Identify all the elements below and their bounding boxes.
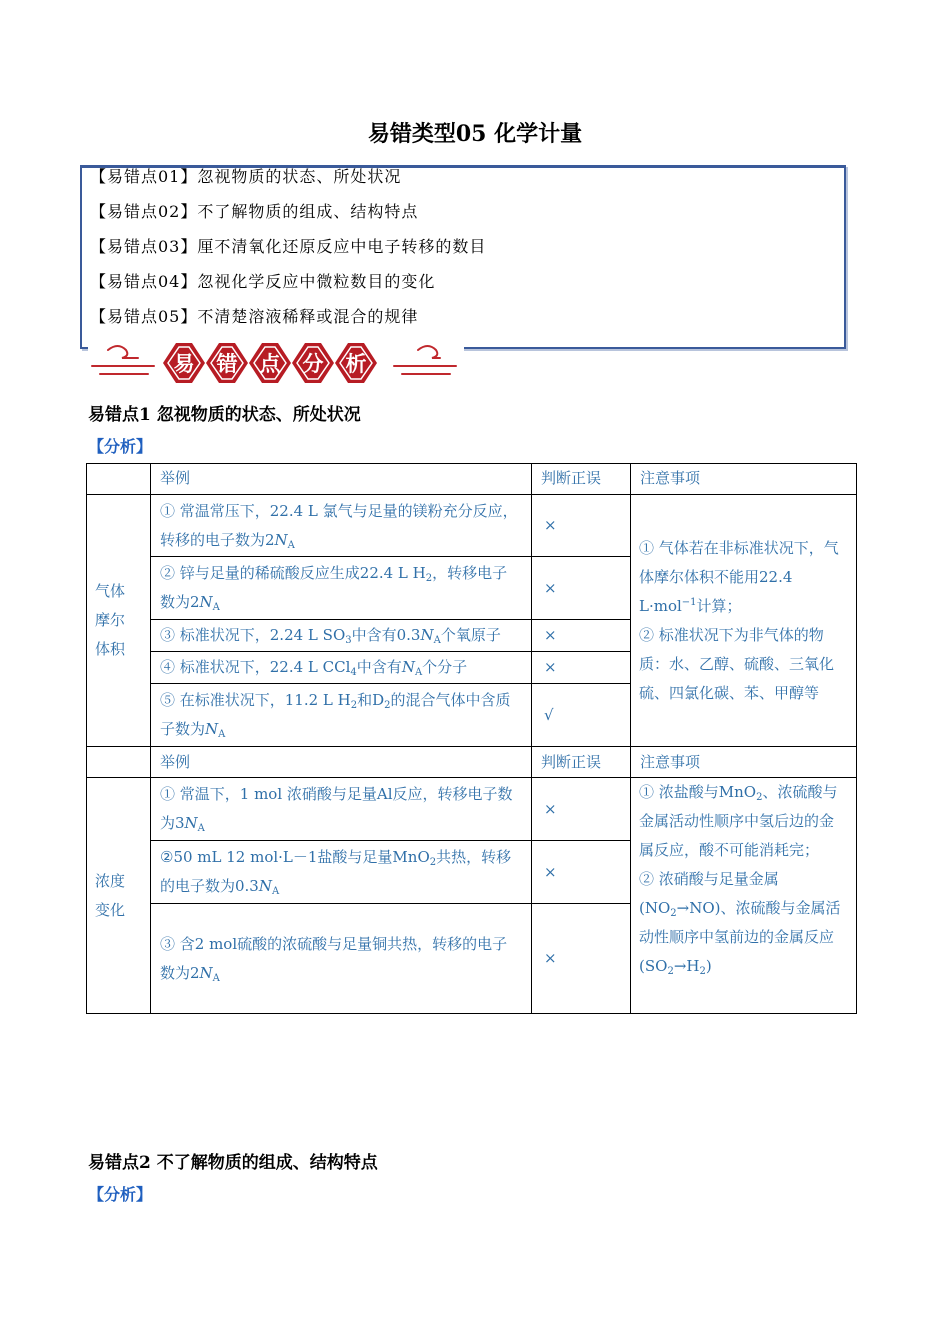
table-cell [87, 747, 151, 778]
judge-cell: × [532, 841, 631, 904]
judge-cell: × [532, 904, 631, 1014]
header-note: 注意事项 [631, 747, 857, 778]
toc-item: 【易错点04】忽视化学反应中微粒数目的变化 [90, 272, 436, 291]
header-note: 注意事项 [631, 464, 857, 495]
section-heading: 易错点2 不了解物质的组成、结构特点 [88, 1153, 378, 1173]
example-cell: ③ 含2 mol硫酸的浓硫酸与足量铜共热，转移的电子数为$2N_A$ [151, 904, 532, 1014]
banner-char: 错 [216, 351, 238, 376]
analysis-label: 【分析】 [88, 1185, 153, 1204]
section-heading: 易错点1 忽视物质的状态、所处状况 [88, 405, 361, 425]
analysis-label: 【分析】 [88, 437, 153, 456]
judge-cell: × [532, 620, 631, 652]
judge-cell: √ [532, 684, 631, 747]
analysis-table [86, 463, 857, 1014]
header-example: 举例 [151, 747, 532, 778]
example-cell: ④ 标准状况下，22.4 L CCl$_4$中含有$N_A$个分子 [151, 652, 532, 684]
toc-box [80, 165, 846, 349]
table-cell [87, 464, 151, 495]
note-cell: ① 气体若在非标准状况下，气体摩尔体积不能用22.4 L·mol$^{-1}$计算； ② 标准状况下为非气体的物质：水、乙醇、硫酸、三氧化硫、四氯化碳、苯、甲醇等 [631, 495, 857, 747]
category-cell: 气体 摩尔 体积 [87, 495, 151, 747]
note-cell: ① 浓盐酸与MnO$_2$、浓硫酸与金属活动性顺序中氢后边的金属反应，酸不可能消耗完； ② 浓硝酸与足量金属$(NO_2\to NO)$、浓硫酸与金属活动性顺序中氢前边的金属反应$(SO_2\to H_2)$ [631, 778, 857, 1014]
judge-cell: × [532, 652, 631, 684]
banner-char: 分 [302, 351, 324, 376]
header-example: 举例 [151, 464, 532, 495]
toc-item: 【易错点05】不清楚溶液稀释或混合的规律 [90, 307, 419, 326]
example-cell: ① 常温下，1 mol 浓硝酸与足量Al反应，转移电子数为$3N_A$ [151, 778, 532, 841]
judge-cell: × [532, 495, 631, 557]
example-cell: ① 常温常压下，22.4 L 氯气与足量的镁粉充分反应，转移的电子数为$2N_A$ [151, 495, 532, 557]
judge-cell: × [532, 557, 631, 620]
example-cell: ②50 mL 12 mol·L－1盐酸与足量MnO$_2$共热，转移的电子数为$0.3N_A$ [151, 841, 532, 904]
section-banner [88, 336, 464, 390]
header-judge: 判断正误 [532, 464, 631, 495]
example-cell: ③ 标准状况下，2.24 L $SO_3$中含有$0.3N_A$个氧原子 [151, 620, 532, 652]
toc-item: 【易错点01】忽视物质的状态、所处状况 [90, 167, 402, 186]
category-cell: 浓度 变化 [87, 778, 151, 1014]
page-title: 易错类型05 化学计量 [367, 121, 583, 147]
example-cell: ② 锌与足量的稀硫酸反应生成22.4 L $H_2$，转移电子数为$2N_A$ [151, 557, 532, 620]
header-judge: 判断正误 [532, 747, 631, 778]
banner-char: 点 [259, 351, 281, 376]
example-cell: ⑤ 在标准状况下，11.2 L $H_2$和$D_2$的混合气体中含质子数为$N_A$ [151, 684, 532, 747]
banner-char: 易 [173, 351, 195, 376]
toc-item: 【易错点03】厘不清氧化还原反应中电子转移的数目 [90, 237, 487, 256]
toc-item: 【易错点02】不了解物质的组成、结构特点 [90, 202, 419, 221]
judge-cell: × [532, 778, 631, 841]
banner-char: 析 [345, 351, 367, 376]
